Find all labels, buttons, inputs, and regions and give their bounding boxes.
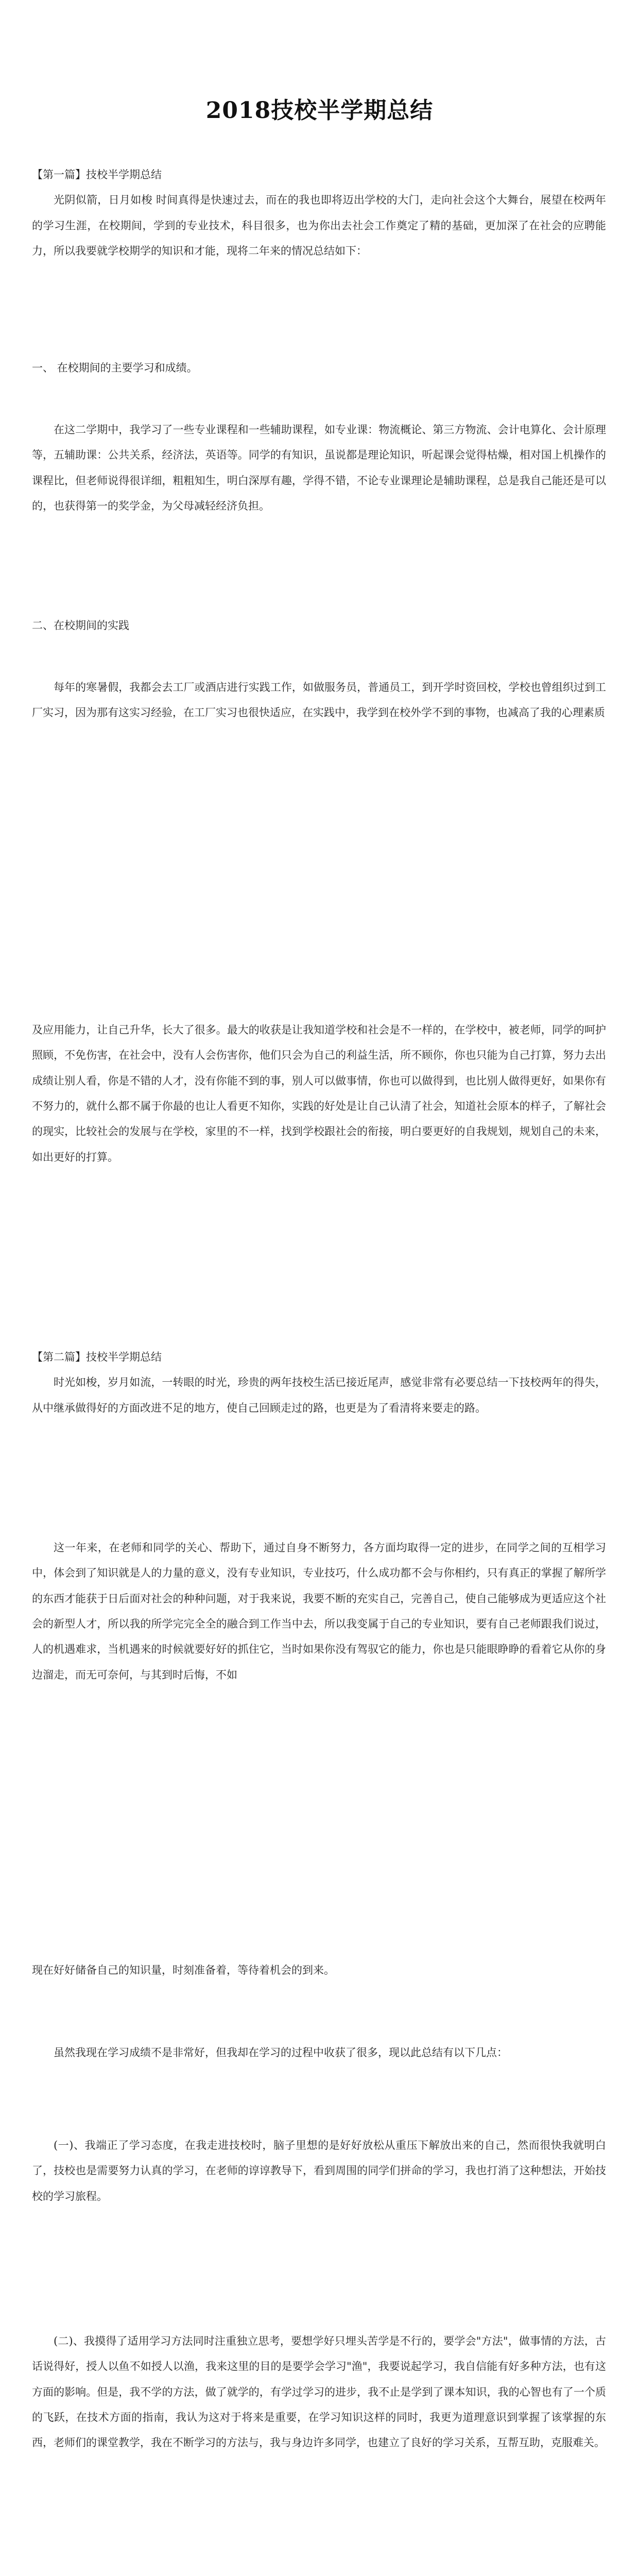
part2-point-2: (二)、我摸得了适用学习方法同时注重独立思考，要想学好只埋头苦学是不行的，要学会"方法"，做事情的方法，古话说得好，授人以鱼不如授人以渔，我来这里的目的是要学会学习"渔"，我要说起学习，我自信能有好多种方法，也有这方面的影响。但是，我不学的方法，做了就学的，有学过学习的进步，我不止是学到了课本知识，我的心智也有了一个质的飞跃，在技术方面的指南，我认为这对于将来是重要，在学习知识这样的同时，我更为道理意识到掌握了该掌握的东西，老师们的课堂教学，我在不断学习的方法与，我与身边许多同学，也建立了良好的学习关系，互帮互助，克服难关。 — [32, 2335, 606, 2449]
section1-heading-block — [32, 355, 606, 381]
point-two-block — [32, 2329, 606, 2456]
point-one-block — [32, 2133, 606, 2209]
part2-continued-block — [32, 1958, 606, 1983]
part2-intro-block — [32, 1345, 606, 1421]
part2-paragraph-1: 时光如梭，岁月如流，一转眼的时光，珍贵的两年技校生活已接近尾声，感觉非常有必要总结一下技校两年的得失，从中继承做得好的方面改进不足的地方，使自己回顾走过的路，也更是为了看清将来要走的路。 — [32, 1376, 606, 1414]
part1-intro-block — [32, 162, 606, 264]
part1-label: 【第一篇】技校半学期总结 — [32, 168, 162, 181]
section2-body-block — [32, 675, 606, 726]
section2-heading: 二、在校期间的实践 — [32, 619, 129, 632]
part2-point-1: (一)、我端正了学习态度，在我走进技校时，脑子里想的是好好放松从重压下解放出来的自己，然而很快我就明白了，技校也是需要努力认真的学习，在老师的谆谆教导下，看到周围的同学们拼命的学习，我也打消了这种想法，开始技校的学习旅程。 — [32, 2139, 606, 2202]
section2-paragraph-1: 每年的寒暑假，我都会去工厂或酒店进行实践工作，如做服务员，普通员工，到开学时资回校，学校也曾组织过到工厂实习，因为那有这实习经验，在工厂实习也很快适应，在实践中，我学到在校外学不到的事物，也减高了我的心理素质 — [32, 681, 606, 719]
part2-paragraph-3: 现在好好储备自己的知识量，时刻准备着，等待着机会的到来。 — [32, 1964, 335, 1976]
section2-heading-block — [32, 613, 606, 638]
part2-summary-block — [32, 2040, 606, 2065]
part2-body-block — [32, 1535, 606, 1688]
section2-continued-block — [32, 1018, 606, 1170]
section1-heading: 一、 在校期间的主要学习和成绩。 — [32, 362, 198, 374]
part2-paragraph-2: 这一年来，在老师和同学的关心、帮助下，通过自身不断努力，各方面均取得一定的进步，在同学之间的互相学习中，体会到了知识就是人的力量的意义，没有专业知识，专业技巧，什么成功都不会与你相约，只有真正的掌握了解所学的东西才能获于日后面对社会的种种问题，对于我来说，我要不断的充实自己，完善自己，使自己能够成为更适应这个社会的新型人才，所以我的所学完完全全的融合到工作当中去，所以我变属于自己的专业知识，要有自己老师跟我们说过，人的机遇难求，当机遇来的时候就要好好的抓住它，当时如果你没有驾驭它的能力，你也是只能眼睁睁的看着它从你的身边溜走，而无可奈何，与其到时后悔，不如 — [32, 1541, 606, 1681]
part2-label: 【第二篇】技校半学期总结 — [32, 1351, 162, 1363]
section2-paragraph-2: 及应用能力，让自己升华，长大了很多。最大的收获是让我知道学校和社会是不一样的，在学校中，被老师，同学的呵护照顾，不免伤害，在社会中，没有人会伤害你，他们只会为自己的利益生活，所不顾你，你也只能为自己打算，努力去出成绩让别人看，你是不错的人才，没有你能不到的事，别人可以做事情，你也可以做得到，也比别人做得更好，如果你有不努力的，就什么都不属于你最的也让人看更不知你，实践的好处是让自己认清了社会，知道社会原本的样子，了解社会的现实，比较社会的发展与在学校，家里的不一样，找到学校跟社会的衔接，明白要更好的自我规划，规划自己的未来，如出更好的打算。 — [32, 1024, 606, 1163]
part2-paragraph-4: 虽然我现在学习成绩不是非常好，但我却在学习的过程中收获了很多，现以此总结有以下几点： — [54, 2046, 508, 2059]
document-title: 2018技校半学期总结 — [205, 97, 434, 124]
section1-body-block — [32, 417, 606, 519]
section1-paragraph: 在这二学期中，我学习了一些专业课程和一些辅助课程，如专业课：物流概论、第三方物流、会计电算化、会计原理等，五辅助课：公共关系，经济法，英语等。同学的有知识，虽说都是理论知识，听起课会觉得枯燥，相对国上机操作的课程比，但老师说得很详细，粗粗知生，明白深厚有趣，学得不错，不论专业课理论是辅助课程，总是我自己能还是可以的，也获得第一的奖学金，为父母减轻经济负担。 — [32, 423, 606, 513]
part1-intro-paragraph: 光阴似箭，日月如梭 时间真得是快速过去，而在的我也即将迈出学校的大门，走向社会这个大舞台，展望在校两年的学习生涯，在校期间，学到的专业技术，科目很多，也为你出去社会工作奠定了精的基础，更加深了在社会的应聘能力，所以我要就学校期学的知识和才能，现将二年来的情况总结如下： — [32, 194, 606, 258]
